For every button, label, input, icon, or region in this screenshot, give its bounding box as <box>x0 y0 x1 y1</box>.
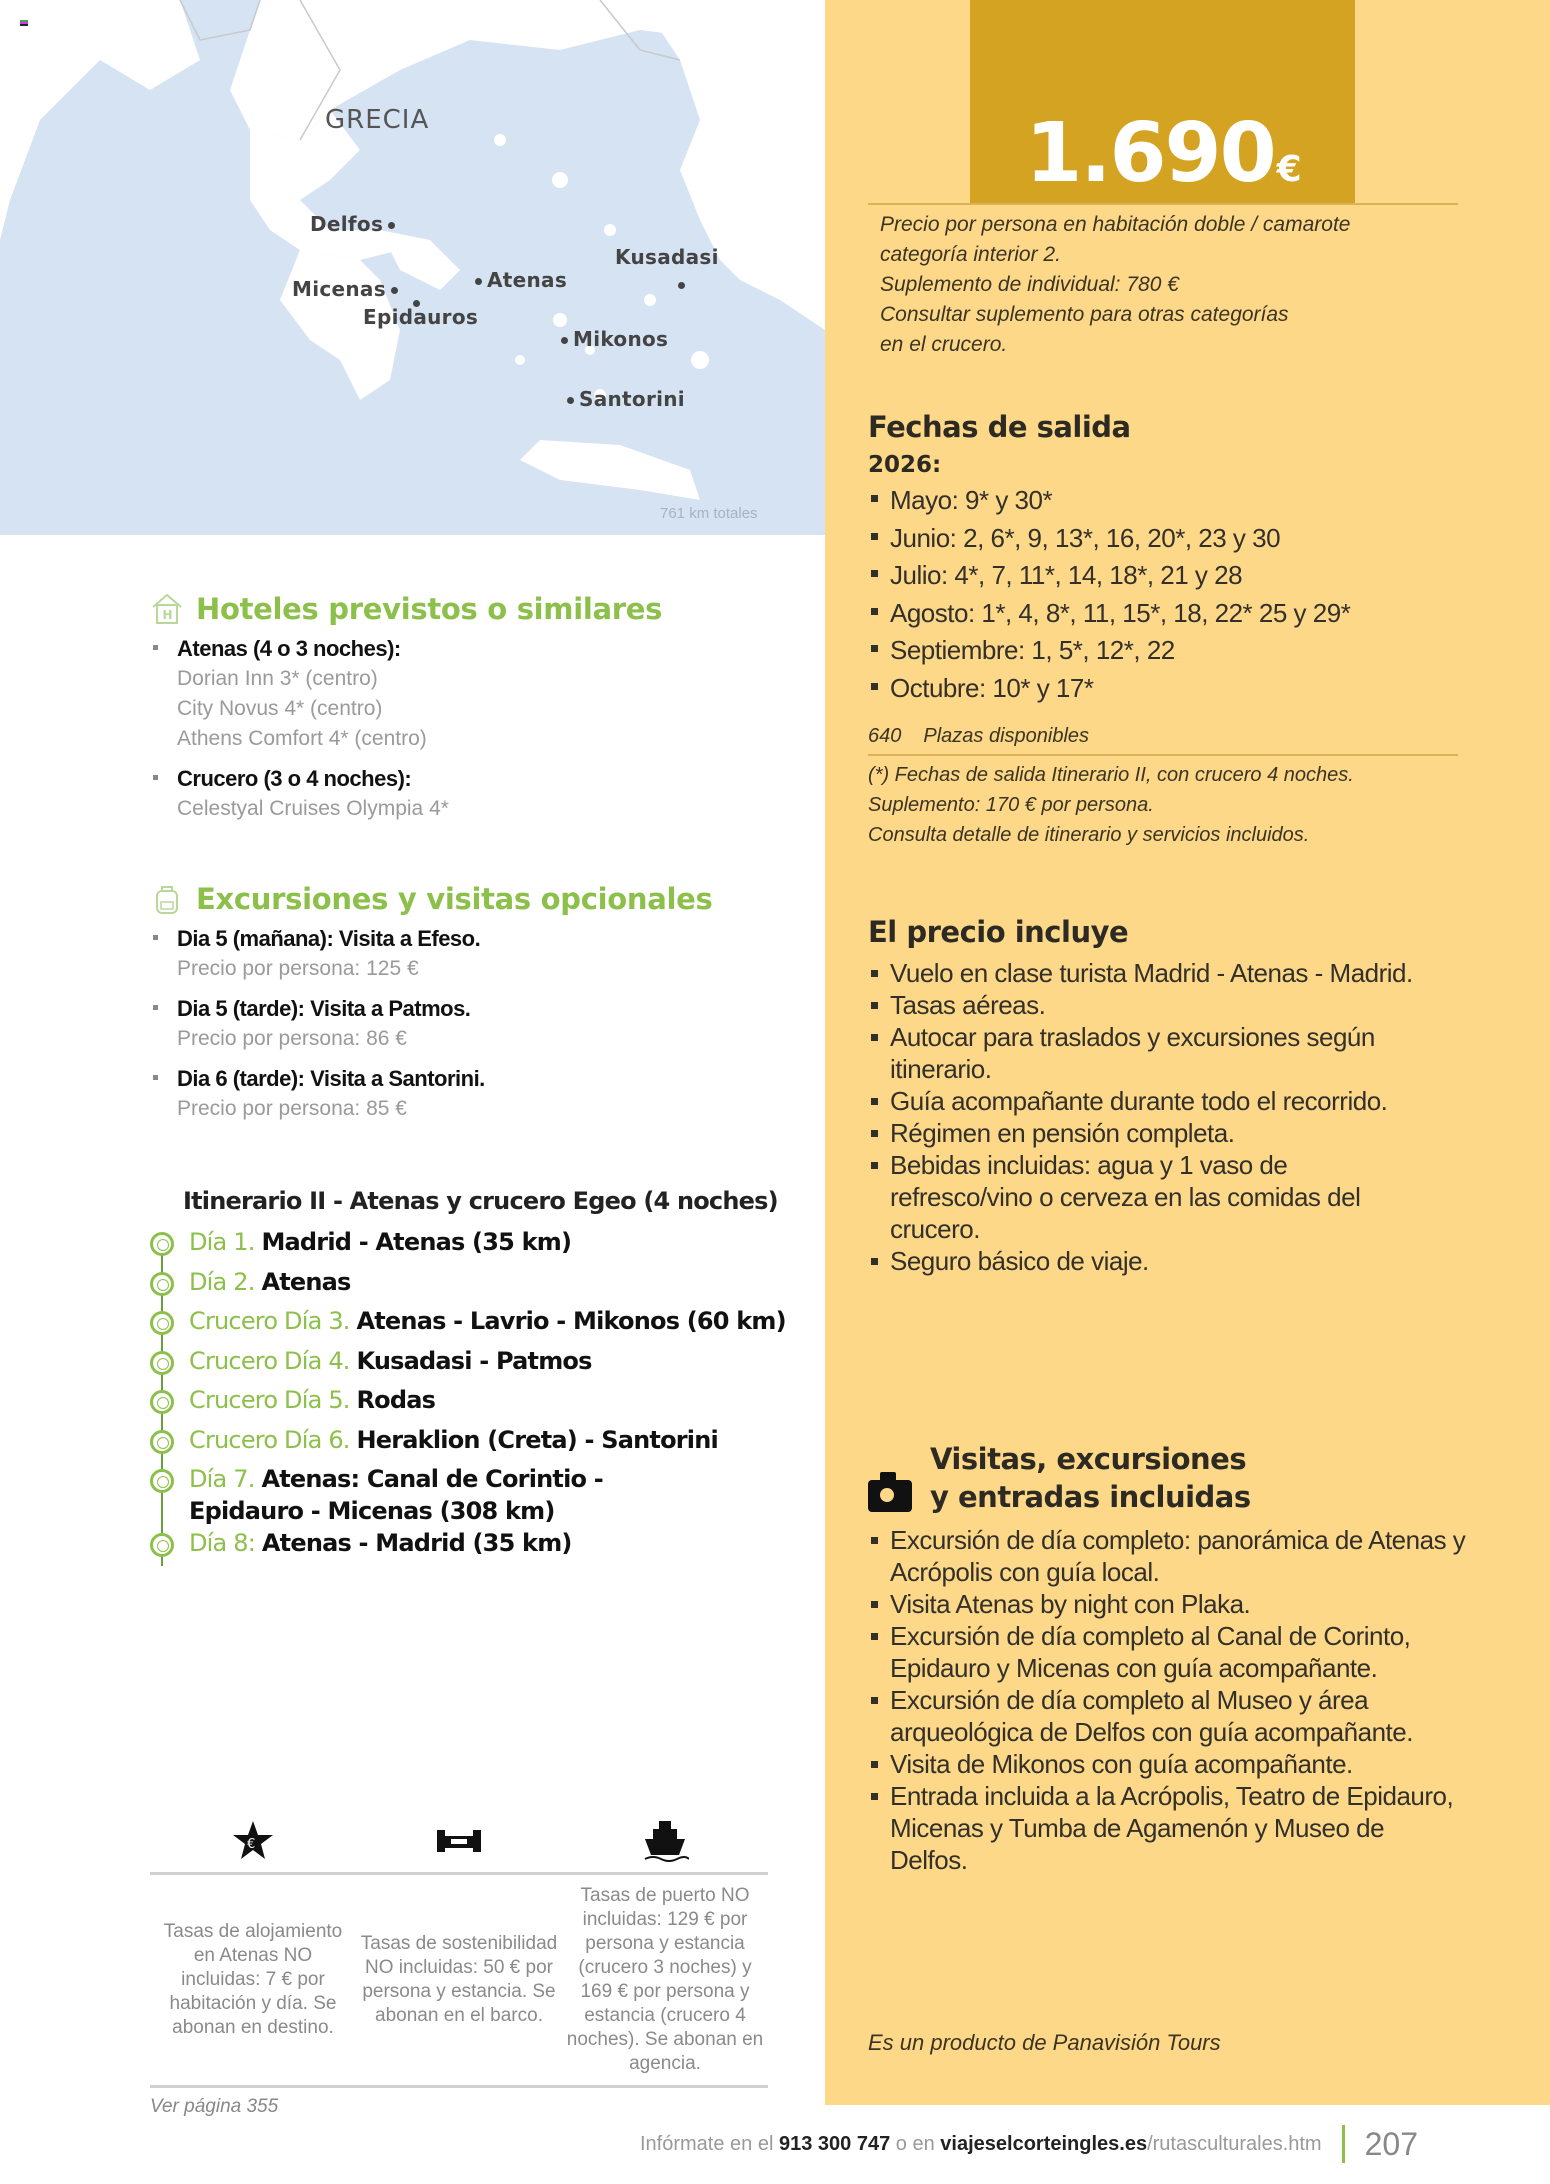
itinerary-day: Crucero Día 5. Rodas <box>150 1384 790 1424</box>
bed-icon <box>356 1810 562 1872</box>
section-title: Visitas, excursiones y entradas incluidas <box>868 1440 1468 1516</box>
list-item: Julio: 4*, 7, 11*, 14, 18*, 21 y 28 <box>868 557 1508 595</box>
price-description: Precio por persona en habitación doble / camarote categoría interior 2. Suplemento de individual: 780 € Consultar suplemento para otras categorías en el crucero. <box>880 213 1351 356</box>
list-item: Seguro básico de viaje. <box>868 1245 1428 1277</box>
map-place-santorini: Santorini <box>562 387 685 411</box>
tax-note: Tasas de sostenibilidad NO incluidas: 50 € por persona y estancia. Se abonan en el barco. <box>360 1933 558 2026</box>
list-item: Junio: 2, 6*, 9, 13*, 16, 20*, 23 y 30 <box>868 520 1508 558</box>
itinerary-day: Crucero Día 3. Atenas - Lavrio - Mikonos (60 km) <box>150 1305 790 1345</box>
list-item: Autocar para traslados y excursiones según itinerario. <box>868 1021 1428 1085</box>
section-title: Excursiones y visitas opcionales <box>150 882 790 916</box>
backpack-icon <box>150 882 184 916</box>
location-dot-icon <box>567 397 574 404</box>
itinerary-day: Día 1. Madrid - Atenas (35 km) <box>150 1226 790 1266</box>
itinerary-timeline <box>150 1226 790 1567</box>
taxes-section <box>150 1810 768 2118</box>
list-item: Dia 5 (mañana): Visita a Efeso. Precio por persona: 125 € <box>150 924 790 984</box>
timeline-node-icon <box>150 1430 174 1454</box>
divider <box>1342 2125 1345 2163</box>
dates-notes: (*) Fechas de salida Itinerario II, con crucero 4 noches. Suplemento: 170 € por persona. Consulta detalle de itinerario y servicios incluidos. <box>868 764 1354 846</box>
map-place-delfos: Delfos <box>310 212 400 236</box>
itinerary-day: Crucero Día 6. Heraklion (Creta) - Santorini <box>150 1424 790 1464</box>
timeline-node-icon <box>150 1390 174 1414</box>
included-visits-section <box>868 1440 1468 1876</box>
itinerary-day: Día 8: Atenas - Madrid (35 km) <box>150 1527 790 1567</box>
page-number: 207 <box>1364 2125 1418 2162</box>
optional-list <box>150 924 790 1124</box>
location-dot-icon <box>475 278 482 285</box>
ship-icon <box>562 1810 768 1872</box>
itinerary-day: Día 7. Atenas: Canal de Corintio - Epidauro - Micenas (308 km) <box>150 1463 790 1527</box>
itinerary-title: Itinerario II - Atenas y crucero Egeo (4 noches) <box>183 1187 778 1215</box>
list-item: Vuelo en clase turista Madrid - Atenas - Madrid. <box>868 957 1428 989</box>
list-item: Guía acompañante durante todo el recorrido. <box>868 1085 1428 1117</box>
includes-list <box>868 957 1428 1277</box>
price-amount: 1.690€ <box>1025 106 1300 201</box>
tax-note: Tasas de puerto NO incluidas: 129 € por persona y estancia (crucero 3 noches) y 169 € por persona y estancia (crucero 4 noches). Se abonan en agencia. <box>566 1885 764 2074</box>
divider <box>868 203 1458 205</box>
location-dot-icon <box>391 287 398 294</box>
product-credit: Es un producto de Panavisión Tours <box>868 2030 1221 2055</box>
list-item: Agosto: 1*, 4, 8*, 11, 15*, 18, 22* 25 y 29* <box>868 595 1508 633</box>
timeline-node-icon <box>150 1351 174 1375</box>
map-scale-label: 761 km totales <box>660 505 758 522</box>
dates-year: 2026: <box>868 452 942 478</box>
location-dot-icon <box>388 222 395 229</box>
itinerary-day: Crucero Día 4. Kusadasi - Patmos <box>150 1345 790 1385</box>
optional-excursions-section <box>150 882 790 1134</box>
available-seats: 640 Plazas disponibles <box>868 725 1090 747</box>
page-footer: Infórmate en el 913 300 747 o en viajeselcorteingles.es/rutasculturales.htm 207 <box>640 2125 1418 2162</box>
divider <box>150 2085 768 2088</box>
list-item: Septiembre: 1, 5*, 12*, 22 <box>868 632 1508 670</box>
hotel-icon <box>150 592 184 626</box>
info-panel <box>825 0 1550 2105</box>
location-dot-icon <box>678 272 685 296</box>
hotels-section <box>150 592 790 834</box>
list-item: Visita Atenas by night con Plaka. <box>868 1588 1468 1620</box>
list-item: Dia 6 (tarde): Visita a Santorini. Precio por persona: 85 € <box>150 1064 790 1124</box>
divider <box>868 754 1458 756</box>
section-title: El precio incluye <box>868 915 1129 949</box>
list-item: Dia 5 (tarde): Visita a Patmos. Precio por persona: 86 € <box>150 994 790 1054</box>
website-link[interactable]: viajeselcorteingles.es/rutasculturales.htm <box>940 2132 1322 2155</box>
price-box <box>970 0 1355 203</box>
list-item: Excursión de día completo al Museo y área arqueológica de Delfos con guía acompañante. <box>868 1684 1468 1748</box>
timeline-node-icon <box>150 1311 174 1335</box>
map-place-kusadasi: Kusadasi <box>615 245 719 269</box>
section-title: H Hoteles previstos o similares <box>150 592 790 626</box>
list-item: Mayo: 9* y 30* <box>868 482 1508 520</box>
list-item: Entrada incluida a la Acrópolis, Teatro de Epidauro, Micenas y Tumba de Agamenón y Museo de Delfos. <box>868 1780 1468 1876</box>
list-item: Excursión de día completo al Canal de Corinto, Epidauro y Micenas con guía acompañante. <box>868 1620 1468 1684</box>
map-country-label: GRECIA <box>325 105 430 135</box>
list-item: Bebidas incluidas: agua y 1 vaso de refresco/vino o cerveza en las comidas del crucero. <box>868 1149 1428 1245</box>
hotels-list <box>150 634 790 824</box>
timeline-node-icon <box>150 1272 174 1296</box>
map-place-atenas: Atenas <box>470 268 567 292</box>
svg-text:€: € <box>247 1837 256 1852</box>
itinerary-day: Día 2. Atenas <box>150 1266 790 1306</box>
phone-number[interactable]: 913 300 747 <box>778 2132 891 2155</box>
dates-list <box>868 482 1508 707</box>
visits-list <box>868 1524 1468 1876</box>
corner-mark-icon <box>20 20 28 26</box>
star-euro-icon <box>150 1810 356 1872</box>
map-place-epidauros: Epidauros <box>363 305 479 329</box>
list-item: Octubre: 10* y 17* <box>868 670 1508 708</box>
departure-dates-section <box>868 410 1508 850</box>
timeline-node-icon <box>150 1469 174 1493</box>
location-dot-icon <box>561 337 568 344</box>
timeline-node-icon <box>150 1232 174 1256</box>
timeline-node-icon <box>150 1533 174 1557</box>
section-title: Fechas de salida <box>868 410 1131 444</box>
tax-note: Tasas de alojamiento en Atenas NO incluidas: 7 € por habitación y día. Se abonan en destino. <box>163 1921 343 2038</box>
list-item: Excursión de día completo: panorámica de Atenas y Acrópolis con guía local. <box>868 1524 1468 1588</box>
list-item: Régimen en pensión completa. <box>868 1117 1428 1149</box>
map-place-mikonos: Mikonos <box>556 327 668 351</box>
list-item: Crucero (3 o 4 noches): Celestyal Cruises Olympia 4* <box>150 764 790 824</box>
list-item: Visita de Mikonos con guía acompañante. <box>868 1748 1468 1780</box>
route-map <box>0 0 825 535</box>
camera-icon <box>868 1480 912 1512</box>
map-place-micenas: Micenas <box>292 277 403 301</box>
page-reference-link[interactable]: Ver página 355 <box>150 2096 279 2117</box>
price-includes-section <box>868 915 1428 1277</box>
list-item: Tasas aéreas. <box>868 989 1428 1021</box>
svg-text:H: H <box>162 608 173 622</box>
list-item: Atenas (4 o 3 noches): Dorian Inn 3* (centro) City Novus 4* (centro) Athens Comfort 4* (centro) <box>150 634 790 754</box>
